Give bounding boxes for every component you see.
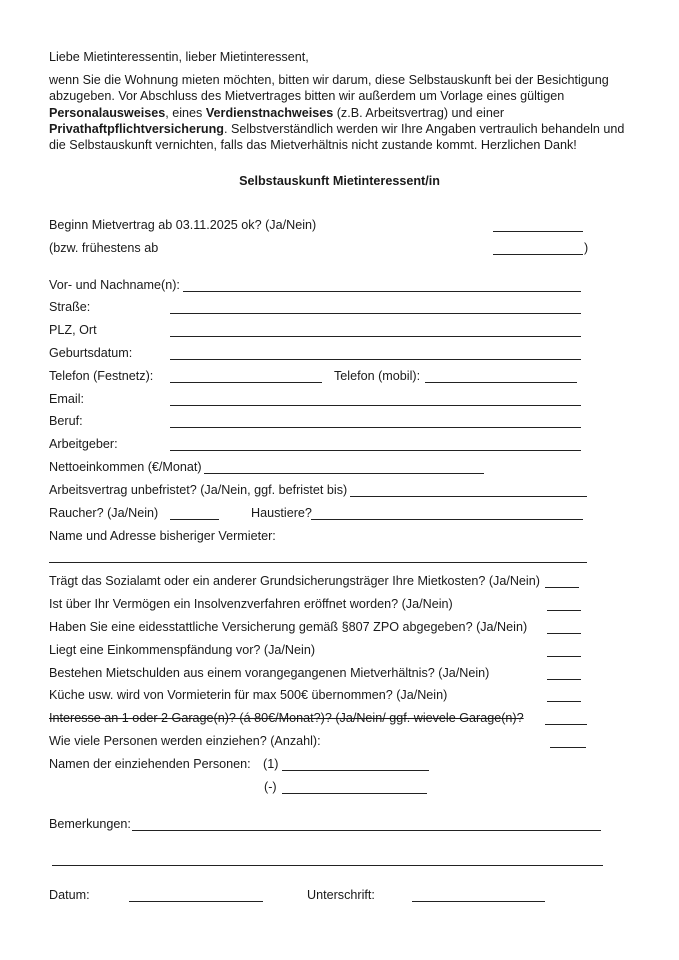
field-email[interactable] (170, 405, 581, 406)
greeting: Liebe Mietinteressentin, lieber Mietinteressent, (49, 50, 309, 64)
paren-close: ) (584, 241, 589, 255)
intro-text: , eines (165, 105, 206, 120)
intro-text: . Selbstverständlich werden wir Ihre Angaben vertraulich behandeln und die Selbstauskunft vernichten, falls das Mietverhältnis nicht zustande kommt. Herzlichen Dank! (49, 121, 625, 153)
intro-text: (z.B. Arbeitsvertrag) und einer (333, 105, 505, 120)
answer-field[interactable] (547, 610, 581, 611)
field-beginn[interactable] (493, 231, 583, 232)
question-struck: Interesse an 1 oder 2 Garage(n)? (á 80€/Monat?)? (Ja/Nein/ ggf. wievele Garage(n)? (49, 711, 524, 725)
answer-field[interactable] (547, 633, 581, 634)
field-raucher[interactable] (170, 519, 219, 520)
personen-1-label: (1) (263, 757, 279, 771)
answer-field[interactable] (545, 724, 587, 725)
label-datum: Datum: (49, 888, 90, 902)
label-raucher: Raucher? (Ja/Nein) (49, 506, 159, 520)
label-arbeitgeber: Arbeitgeber: (49, 437, 118, 451)
label-vermieter: Name und Adresse bisheriger Vermieter: (49, 529, 276, 543)
form-title: Selbstauskunft Mietinteressent/in (239, 174, 440, 188)
field-person-2[interactable] (282, 793, 427, 794)
field-bemerkungen-2[interactable] (52, 865, 603, 866)
field-geburtsdatum[interactable] (170, 359, 581, 360)
field-telefon-mobil[interactable] (425, 382, 577, 383)
question: Wie viele Personen werden einziehen? (Anzahl): (49, 734, 321, 748)
intro-bold: Privathaftpflichtversicherung (49, 121, 224, 136)
question: Küche usw. wird von Vormieterin für max 500€ übernommen? (Ja/Nein) (49, 688, 448, 702)
label-personen: Namen der einziehenden Personen: (49, 757, 251, 771)
field-netto[interactable] (204, 473, 484, 474)
intro-paragraph (49, 72, 639, 153)
field-datum[interactable] (129, 901, 263, 902)
answer-field[interactable] (547, 656, 581, 657)
field-unterschrift[interactable] (412, 901, 545, 902)
label-arbeitsvertrag: Arbeitsvertrag unbefristet? (Ja/Nein, ggf. befristet bis) (49, 483, 348, 497)
label-plz: PLZ, Ort (49, 323, 97, 337)
question: Liegt eine Einkommenspfändung vor? (Ja/Nein) (49, 643, 316, 657)
question: Ist über Ihr Vermögen ein Insolvenzverfahren eröffnet worden? (Ja/Nein) (49, 597, 453, 611)
field-telefon-fest[interactable] (170, 382, 322, 383)
field-haustiere[interactable] (311, 519, 583, 520)
field-beruf[interactable] (170, 427, 581, 428)
question: Bestehen Mietschulden aus einem vorangegangenen Mietverhältnis? (Ja/Nein) (49, 666, 490, 680)
label-telefon-fest: Telefon (Festnetz): (49, 369, 154, 383)
answer-field[interactable] (545, 587, 579, 588)
question: Trägt das Sozialamt oder ein anderer Grundsicherungsträger Ihre Mietkosten? (Ja/Nein) (49, 574, 540, 588)
answer-field[interactable] (547, 679, 581, 680)
label-fruehestens: (bzw. frühestens ab (49, 241, 159, 255)
question: Haben Sie eine eidesstattliche Versicherung gemäß §807 ZPO abgegeben? (Ja/Nein) (49, 620, 528, 634)
label-name: Vor- und Nachname(n): (49, 278, 180, 292)
label-email: Email: (49, 392, 84, 406)
intro-text: wenn Sie die Wohnung mieten möchten, bitten wir darum, diese Selbstauskunft bei der Besichtigung abzugeben. Vor Abschluss des Mietvertrages bitten wir außerdem um Vorlage eines gültigen (49, 73, 609, 104)
personen-2-label: (-) (264, 780, 277, 794)
intro-bold: Personalausweises (49, 105, 166, 120)
field-strasse[interactable] (170, 313, 581, 314)
label-bemerkungen: Bemerkungen: (49, 817, 131, 831)
field-vermieter[interactable] (49, 562, 587, 563)
field-fruehestens[interactable] (493, 254, 583, 255)
answer-field[interactable] (550, 747, 586, 748)
answer-field[interactable] (547, 701, 581, 702)
label-beruf: Beruf: (49, 414, 83, 428)
field-arbeitgeber[interactable] (170, 450, 581, 451)
field-arbeitsvertrag[interactable] (350, 496, 587, 497)
label-netto: Nettoeinkommen (€/Monat) (49, 460, 202, 474)
field-name[interactable] (183, 291, 581, 292)
label-telefon-mobil: Telefon (mobil): (334, 369, 421, 383)
intro-bold: Verdienstnachweises (205, 105, 334, 120)
field-bemerkungen[interactable] (132, 830, 601, 831)
field-plz[interactable] (170, 336, 581, 337)
field-person-1[interactable] (282, 770, 429, 771)
label-unterschrift: Unterschrift: (307, 888, 375, 902)
label-geburtsdatum: Geburtsdatum: (49, 346, 133, 360)
label-haustiere: Haustiere? (251, 506, 312, 520)
label-strasse: Straße: (49, 300, 91, 314)
label-beginn: Beginn Mietvertrag ab 03.11.2025 ok? (Ja/Nein) (49, 218, 317, 232)
